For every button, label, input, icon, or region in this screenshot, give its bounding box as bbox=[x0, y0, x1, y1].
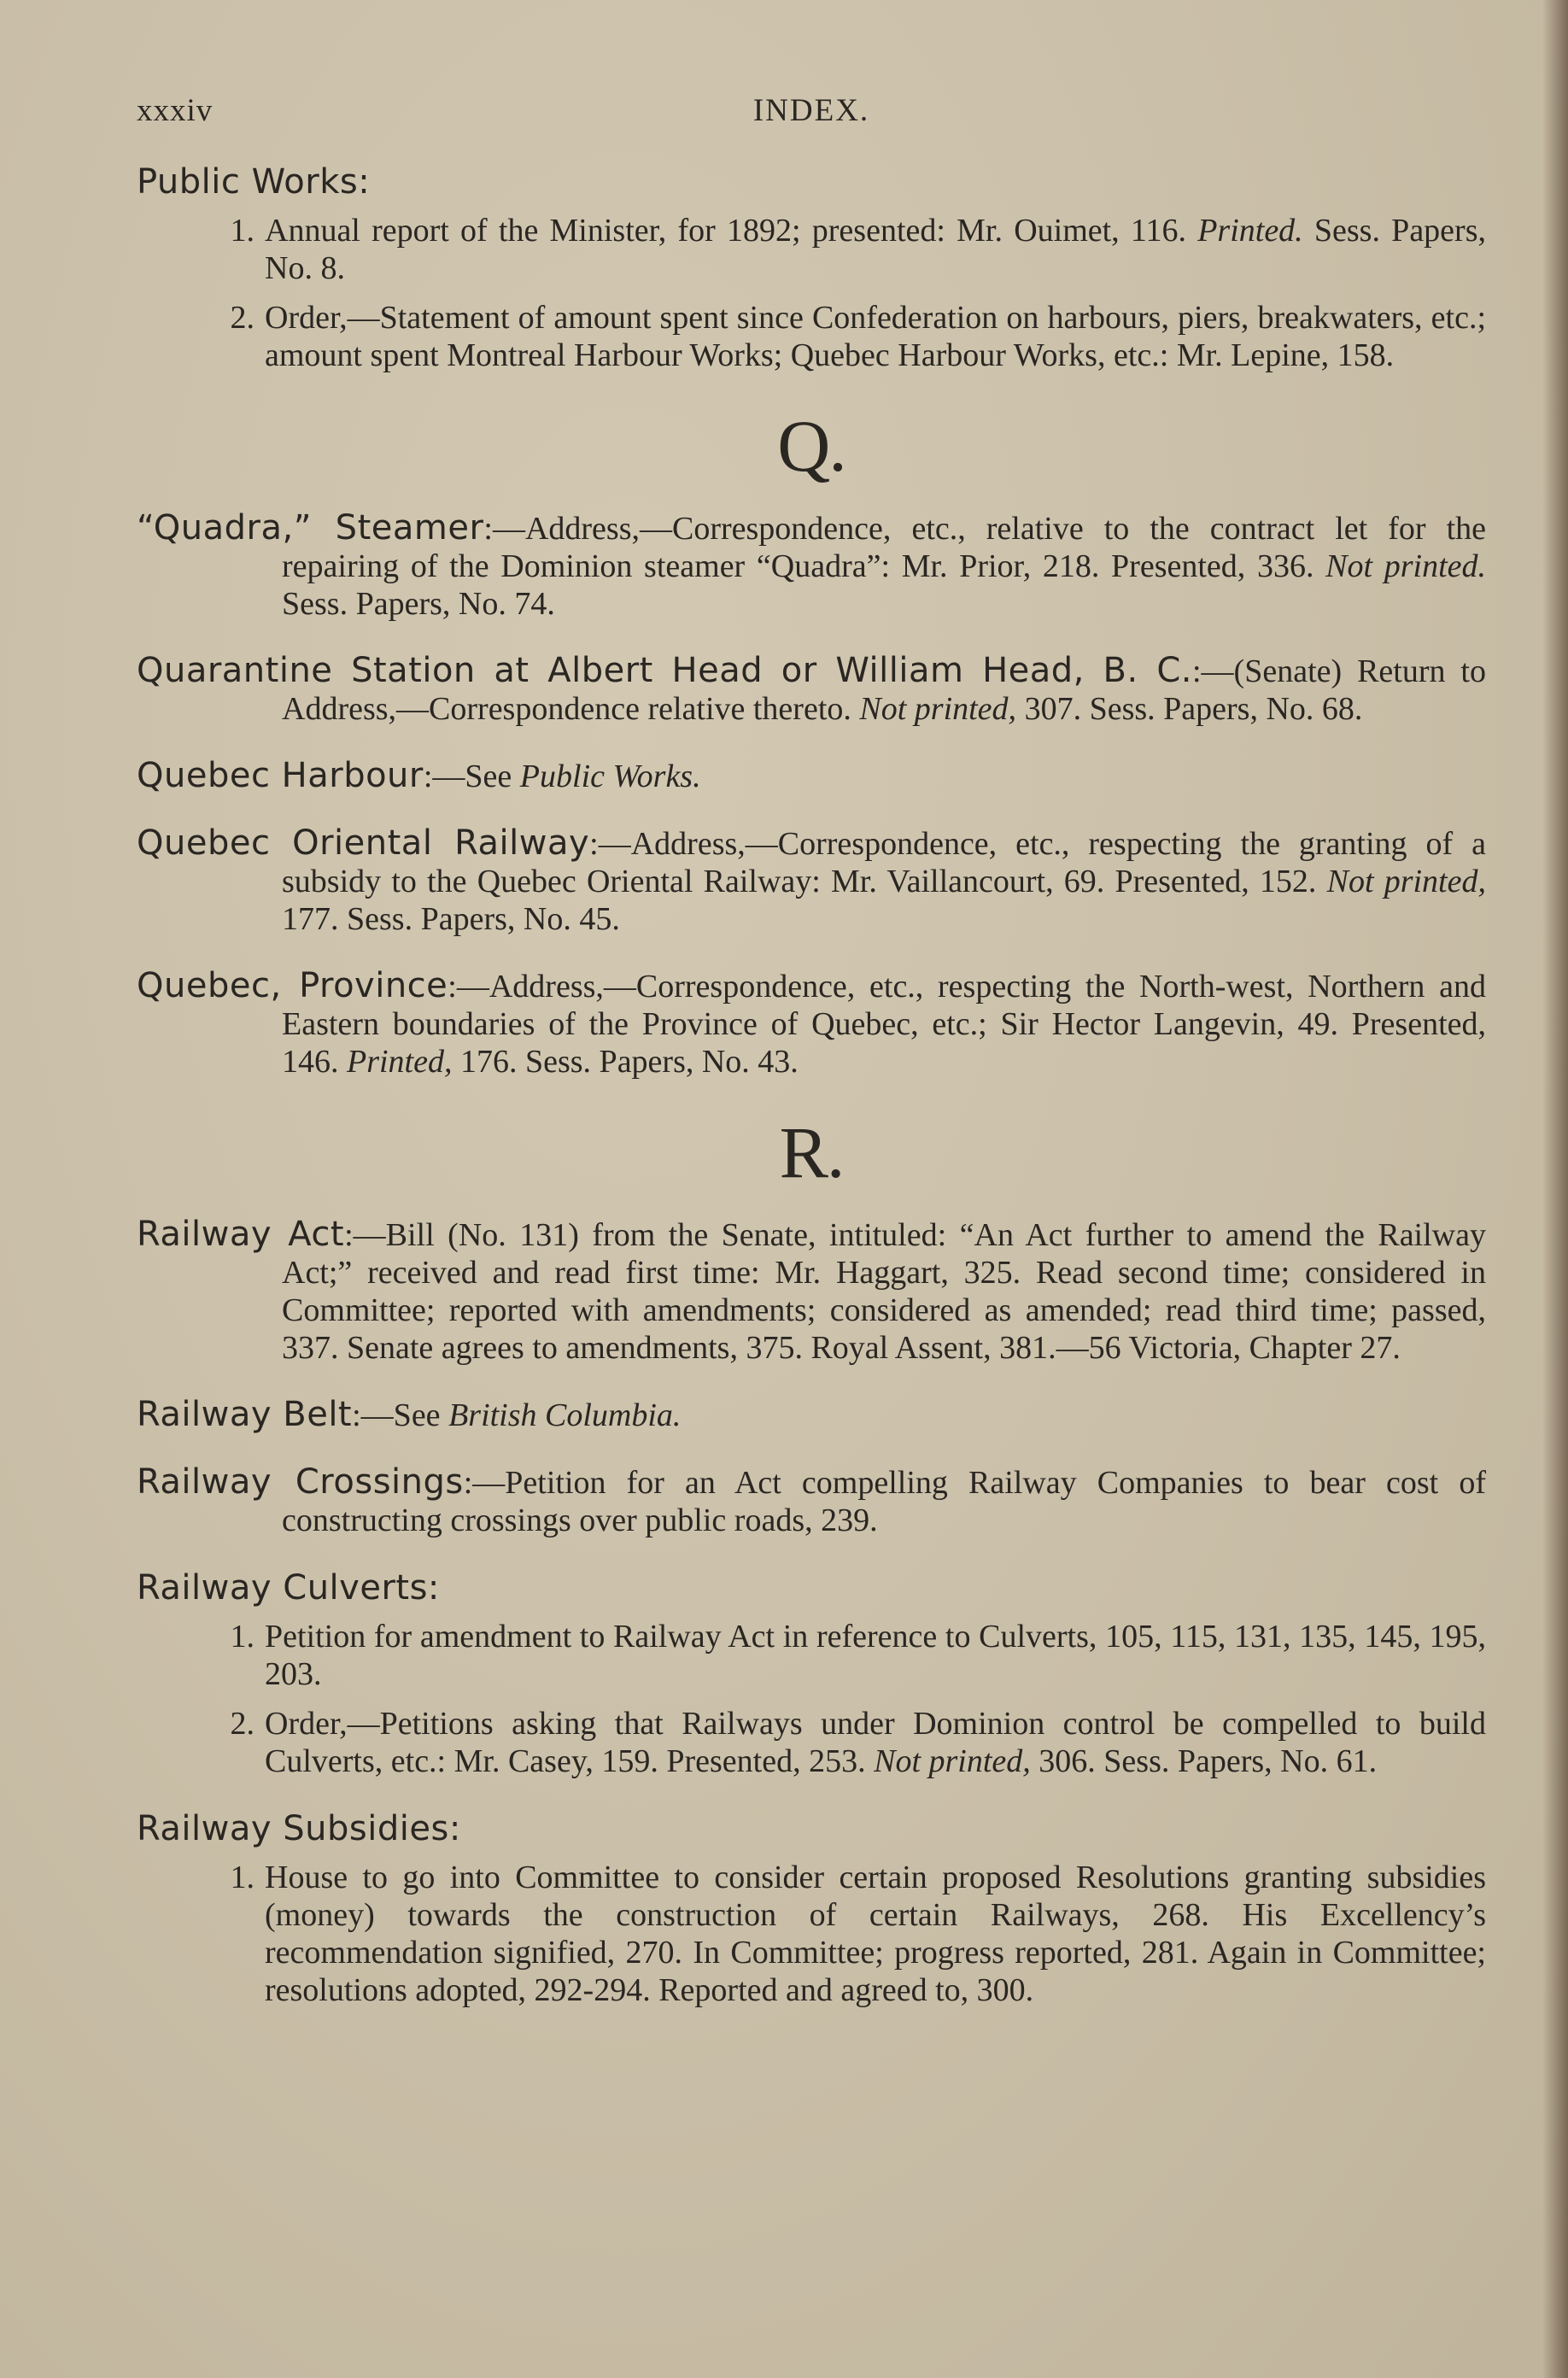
entry-heading-line bbox=[137, 1809, 1486, 1848]
sub-item-number: 1. bbox=[230, 1860, 255, 1895]
entry-heading: Railway Culverts bbox=[137, 1568, 428, 1608]
sub-item-number: 2. bbox=[230, 1706, 255, 1742]
index-content bbox=[137, 162, 1486, 2038]
running-head bbox=[137, 92, 1486, 135]
entry-public-works bbox=[137, 162, 1486, 374]
entry-italic: Public Works. bbox=[519, 758, 701, 794]
sub-item-italic: Printed. bbox=[1197, 213, 1303, 249]
entry-italic: Not printed, bbox=[1326, 864, 1486, 899]
entry-body-end: 307. Sess. Papers, No. 68. bbox=[1016, 691, 1363, 727]
entry-heading: Railway Crossings bbox=[137, 1462, 464, 1502]
section-letter-r: R. bbox=[779, 1111, 844, 1193]
entry-body: :—See bbox=[352, 1397, 449, 1433]
entry-body: :—Address,—Correspondence, etc., respecting the granting of a subsidy to the Quebec Oriental Railway: Mr. Vaillancourt, 69. Presented, 152. bbox=[282, 826, 1487, 899]
heading-colon: : bbox=[427, 1568, 440, 1608]
entry-italic: Printed, bbox=[347, 1044, 453, 1080]
entry-body-end: Sess. Papers, No. 74. bbox=[282, 586, 555, 622]
running-title: INDEX. bbox=[752, 93, 870, 128]
sub-item bbox=[137, 1705, 1486, 1780]
sub-item-text: House to go into Committee to consider certain proposed Resolutions granting subsidies (money) towards the construction of certain Railways, 268. His Excellency’s recommendation signified, 270. In Committee; progress reported, 281. Again in Committee; resolutions adopted, 292-294. Reported and agreed to, 300. bbox=[265, 1860, 1486, 2008]
entry-body: :—Bill (No. 131) from the Senate, intituled: “An Act further to amend the Railway Act;” received and read first time: Mr. Haggart, 325. Read second time; considered in Committee; reported with amendments; considered as amended; read third time; passed, 337. Senate agrees to amendments, 375. Royal Assent, 381.—56 Victoria, Chapter 27. bbox=[282, 1217, 1486, 1366]
entry-italic: Not printed, bbox=[859, 691, 1017, 727]
sub-item bbox=[137, 1618, 1486, 1693]
entry-body: :—Address,—Correspondence, etc., relative to the contract let for the repairing of the Dominion steamer “Quadra”: Mr. Prior, 218. Presented, 336. bbox=[282, 511, 1486, 584]
entry-italic: British Columbia. bbox=[448, 1397, 682, 1433]
entry-quebec-oriental-railway bbox=[137, 824, 1486, 938]
entry-quebec-harbour bbox=[137, 757, 1486, 795]
entry-heading: Railway Act bbox=[137, 1215, 345, 1254]
sub-item-text: Petition for amendment to Railway Act in reference to Culverts, 105, 115, 131, 135, 145, 195, 203. bbox=[265, 1619, 1486, 1692]
sub-item-italic: Not printed, bbox=[874, 1743, 1031, 1779]
entry-heading: Public Works bbox=[137, 162, 359, 202]
entry-body: :—(Senate) Return to Address,—Correspondence relative thereto. bbox=[282, 653, 1486, 727]
sub-item-after: 306. Sess. Papers, No. 61. bbox=[1030, 1743, 1378, 1779]
entry-quebec-province bbox=[137, 967, 1486, 1081]
entry-railway-act bbox=[137, 1215, 1486, 1367]
entry-heading: “Quadra,” Steamer bbox=[137, 508, 484, 548]
heading-colon: : bbox=[358, 162, 371, 202]
entry-heading: Quebec Harbour bbox=[137, 756, 424, 795]
entry-railway-subsidies bbox=[137, 1809, 1486, 2009]
heading-colon: : bbox=[448, 1809, 461, 1848]
entry-heading: Quebec, Province bbox=[137, 966, 448, 1005]
sub-item-after: Sess. Papers, No. 8. bbox=[265, 213, 1486, 286]
entry-body-end: 177. Sess. Papers, No. 45. bbox=[282, 901, 620, 937]
entry-heading: Quarantine Station at Albert Head or William Head, B. C. bbox=[137, 651, 1192, 690]
entry-body: :—Address,—Correspondence, etc., respecting the North-west, Northern and Eastern boundaries of the Province of Quebec, etc.; Sir Hector Langevin, 49. Presented, 146. bbox=[282, 969, 1487, 1080]
entry-railway-belt bbox=[137, 1396, 1486, 1434]
sub-item-body: Order,—Petitions asking that Railways under Dominion control be compelled to build Culverts, etc.: Mr. Casey, 159. Presented, 253. bbox=[265, 1706, 1486, 1779]
entry-heading: Quebec Oriental Railway bbox=[137, 823, 590, 863]
sub-item bbox=[137, 299, 1486, 374]
entry-heading-line bbox=[137, 162, 1486, 202]
sub-item-number: 1. bbox=[230, 213, 255, 249]
sub-item bbox=[137, 212, 1486, 287]
entry-railway-crossings bbox=[137, 1463, 1486, 1539]
entry-heading: Railway Subsidies bbox=[137, 1809, 449, 1848]
entry-quadra bbox=[137, 509, 1486, 623]
sub-item bbox=[137, 1859, 1486, 2009]
entry-body: :—See bbox=[423, 758, 520, 794]
entry-italic: Not printed. bbox=[1325, 548, 1486, 584]
entry-body-end: 176. Sess. Papers, No. 43. bbox=[452, 1044, 799, 1080]
page-folio: xxxiv bbox=[137, 93, 214, 128]
sub-item-text bbox=[265, 1705, 1486, 1780]
sub-item-text bbox=[265, 212, 1486, 287]
sub-item-text: Order,—Statement of amount spent since Confederation on harbours, piers, breakwaters, etc.; amount spent Montreal Harbour Works; Quebec Harbour Works, etc.: Mr. Lepine, 158. bbox=[265, 300, 1486, 373]
sub-item-number: 1. bbox=[230, 1619, 255, 1655]
entry-railway-culverts bbox=[137, 1568, 1486, 1780]
entry-quarantine bbox=[137, 652, 1486, 728]
entry-heading: Railway Belt bbox=[137, 1395, 353, 1434]
sub-item-number: 2. bbox=[230, 300, 255, 336]
sub-item-body: Annual report of the Minister, for 1892; presented: Mr. Ouimet, 116. bbox=[265, 213, 1198, 249]
entry-body: :—Petition for an Act compelling Railway Companies to bear cost of constructing crossings over public roads, 239. bbox=[282, 1465, 1487, 1538]
entry-heading-line bbox=[137, 1568, 1486, 1608]
section-letter-q: Q. bbox=[777, 405, 845, 487]
